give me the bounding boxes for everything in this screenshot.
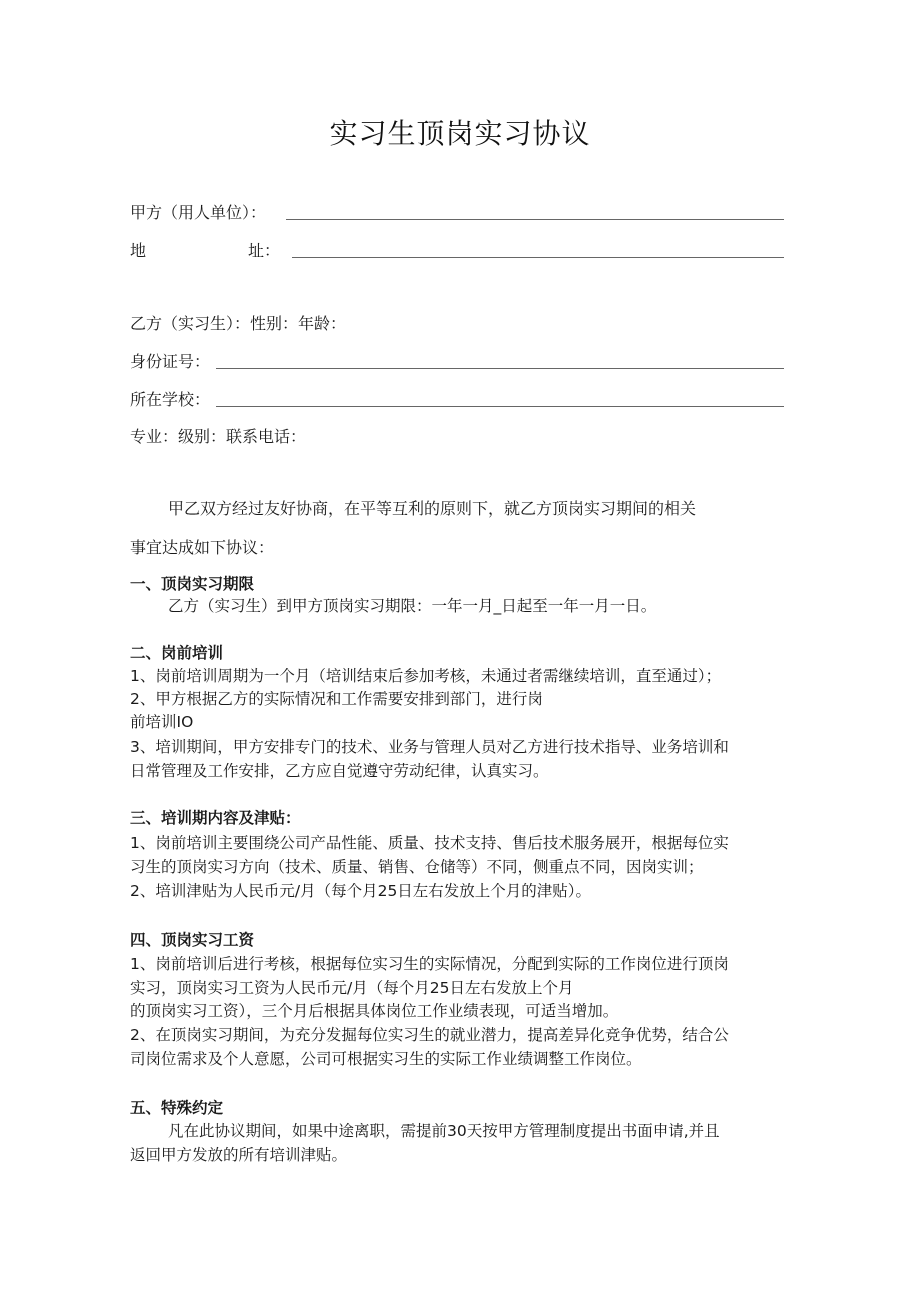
section-3-line-1: 1、岗前培训主要围绕公司产品性能、质量、技术支持、售后技术服务展开，根据每位实 xyxy=(130,834,729,852)
party-a-label: 甲方（用人单位）： xyxy=(130,203,267,222)
intro-line-1: 甲乙双方经过友好协商，在平等互利的原则下，就乙方顶岗实习期间的相关 xyxy=(168,499,697,518)
section-4-line-5: 司岗位需求及个人意愿，公司可根据实习生的实际工作业绩调整工作岗位。 xyxy=(130,1050,642,1068)
school-label: 所在学校： xyxy=(130,390,211,409)
address-label-char2: 址： xyxy=(248,241,281,260)
section-2-line-3: 前培训IO xyxy=(130,713,194,731)
document-title: 实习生顶岗实习协议 xyxy=(329,117,591,150)
major-level-phone-line: 专业：级别：联系电话： xyxy=(130,427,307,446)
address-fill-line[interactable] xyxy=(292,257,784,258)
section-3-line-2: 习生的顶岗实习方向（技术、质量、销售、仓储等）不同，侧重点不同，因岗实训； xyxy=(130,858,704,876)
intro-line-2: 事宜达成如下协议： xyxy=(130,538,275,557)
section-4-line-1: 1、岗前培训后进行考核，根据每位实习生的实际情况，分配到实际的工作岗位进行顶岗 xyxy=(130,955,729,973)
section-4-line-2: 实习，顶岗实习工资为人民币元/月（每个月25日左右发放上个月 xyxy=(130,979,574,997)
party-a-fill-line[interactable] xyxy=(286,219,784,220)
id-number-fill-line[interactable] xyxy=(216,368,784,369)
section-2-line-4: 3、培训期间，甲方安排专门的技术、业务与管理人员对乙方进行技术指导、业务培训和 xyxy=(130,738,729,756)
section-3-heading: 三、培训期内容及津贴： xyxy=(130,809,301,827)
party-b-info-line: 乙方（实习生）：性别：年龄： xyxy=(130,314,347,333)
id-number-label: 身份证号： xyxy=(130,352,211,371)
section-2-heading: 二、岗前培训 xyxy=(130,644,224,662)
section-2-line-2: 2、甲方根据乙方的实际情况和工作需要安排到部门，进行岗 xyxy=(130,690,543,708)
school-fill-line[interactable] xyxy=(216,406,784,407)
address-label-char1: 地 xyxy=(130,241,147,260)
section-4-line-3: 的顶岗实习工资），三个月后根据具体岗位工作业绩表现，可适当增加。 xyxy=(130,1002,619,1020)
section-2-line-1: 1、岗前培训周期为一个月（培训结束后参加考核，未通过者需继续培训，直至通过）； xyxy=(130,667,722,685)
section-3-line-3: 2、培训津贴为人民币元/月（每个月25日左右发放上个月的津贴）。 xyxy=(130,882,592,900)
section-5-line-2: 返回甲方发放的所有培训津贴。 xyxy=(130,1146,348,1164)
section-5-heading: 五、特殊约定 xyxy=(130,1099,224,1117)
section-2-line-5: 日常管理及工作安排，乙方应自觉遵守劳动纪律，认真实习。 xyxy=(130,762,549,780)
section-4-line-4: 2、在顶岗实习期间，为充分发掘每位实习生的就业潜力，提高差异化竞争优势，结合公 xyxy=(130,1026,729,1044)
section-5-line-1: 凡在此协议期间，如果中途离职，需提前30天按甲方管理制度提出书面申请,并且 xyxy=(168,1122,720,1140)
section-1-line-1: 乙方（实习生）到甲方顶岗实习期限：一年一月_日起至一年一月一日。 xyxy=(168,597,657,615)
section-4-heading: 四、顶岗实习工资 xyxy=(130,931,255,949)
section-1-heading: 一、顶岗实习期限 xyxy=(130,575,255,593)
